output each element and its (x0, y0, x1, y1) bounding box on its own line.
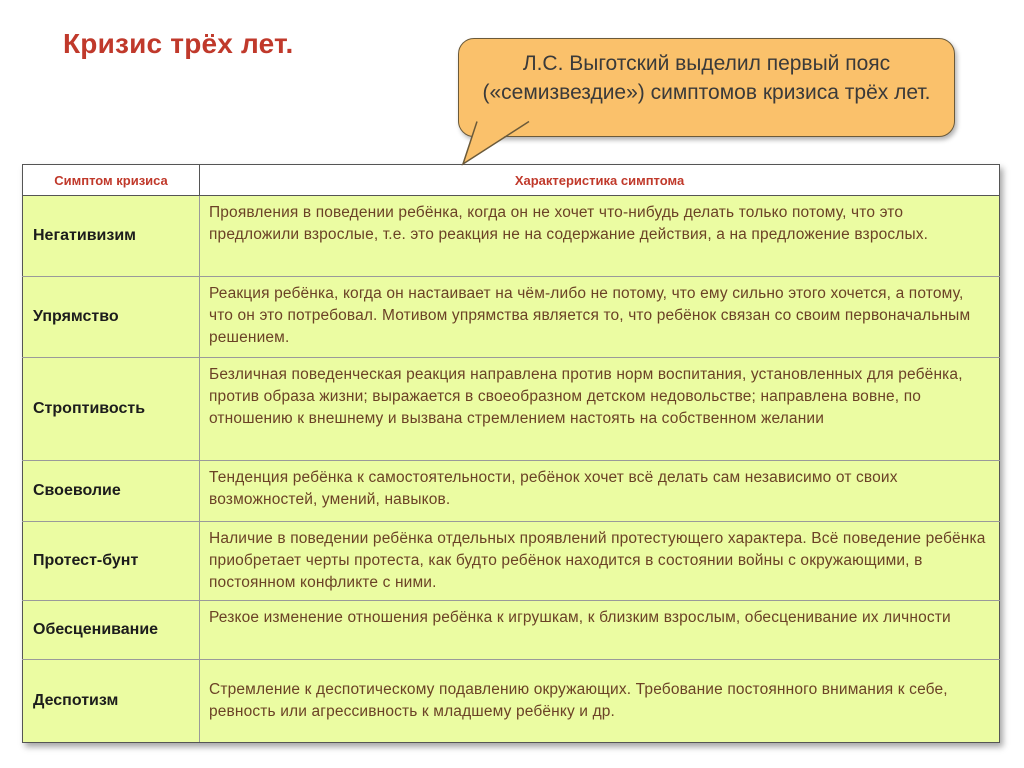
symptom-description: Проявления в поведении ребёнка, когда он не хочет что-нибудь делать только потому, что это предложили взрослые, т.е. это реакция не на содержание действия, а на предложение взрослых. (200, 196, 1000, 277)
symptom-name: Негативизим (23, 196, 200, 277)
table-header-row (23, 165, 1000, 196)
header-symptom: Симптом кризиса (23, 165, 200, 196)
symptom-description: Безличная поведенческая реакция направлена против норм воспитания, установленных для ребёнка, против образа жизни; выражается в своеобразном детском недовольстве; направлена вовне, по отношению к внешнему и вызвана стремлением настоять на собственном желании (200, 358, 1000, 461)
symptom-name: Упрямство (23, 277, 200, 358)
table-row (23, 358, 1000, 461)
table-row (23, 660, 1000, 743)
symptom-description: Наличие в поведении ребёнка отдельных проявлений протестующего характера. Всё поведение ребёнка приобретает черты протеста, как будто ребёнок находится в состоянии войны с окружающими, в постоянном конфликте с ними. (200, 522, 1000, 601)
symptom-description: Стремление к деспотическому подавлению окружающих. Требование постоянного внимания к себе, ревность или агрессивность к младшему ребёнку и др. (200, 660, 1000, 743)
symptom-description: Реакция ребёнка, когда он настаивает на чём-либо не потому, что ему сильно этого хочется, а потому, что он это потребовал. Мотивом упрямства является то, что ребёнок связан со своим первоначальным решением. (200, 277, 1000, 358)
callout-text: Л.С. Выготский выделил первый пояс («семизвездие») симптомов кризиса трёх лет. (482, 52, 931, 104)
symptom-description: Резкое изменение отношения ребёнка к игрушкам, к близким взрослым, обесценивание их личности (200, 601, 1000, 660)
callout-tail (455, 120, 545, 168)
symptom-name: Обесценивание (23, 601, 200, 660)
symptom-description: Тенденция ребёнка к самостоятельности, ребёнок хочет всё делать сам независимо от своих возможностей, умений, навыков. (200, 461, 1000, 522)
symptom-name: Протест-бунт (23, 522, 200, 601)
table-row (23, 277, 1000, 358)
symptom-name: Своеволие (23, 461, 200, 522)
header-characteristic: Характеристика симптома (200, 165, 1000, 196)
symptom-name: Строптивость (23, 358, 200, 461)
table-row (23, 196, 1000, 277)
slide-title: Кризис трёх лет. (63, 28, 294, 59)
table-row (23, 461, 1000, 522)
symptom-name: Деспотизм (23, 660, 200, 743)
symptoms-table (22, 164, 1000, 743)
table-row (23, 522, 1000, 601)
table-row (23, 601, 1000, 660)
